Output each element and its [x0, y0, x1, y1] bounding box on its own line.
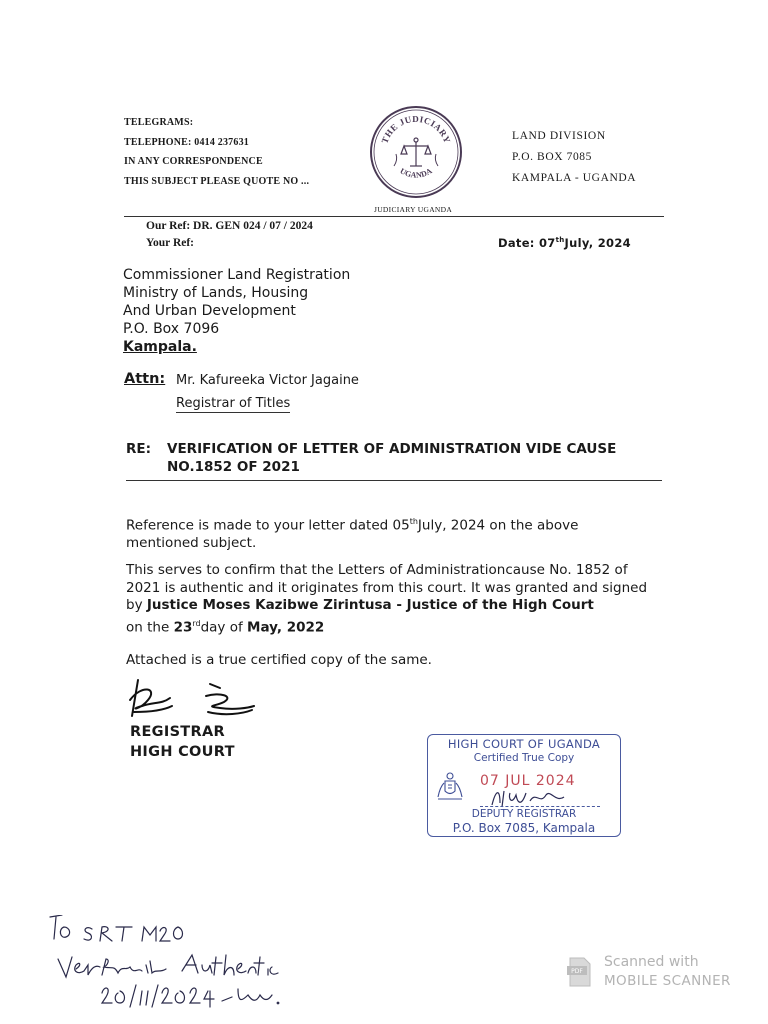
letterhead-telephone: TELEPHONE: 0414 237631: [124, 136, 249, 148]
subject-line-1: VERIFICATION OF LETTER OF ADMINISTRATION VIDE CAUSE: [167, 441, 617, 457]
attention-label: Attn:: [124, 371, 166, 387]
seal-top-text: THE JUDICIARY: [379, 113, 453, 145]
body-paragraph-confirmation: This serves to confirm that the Letters of Administrationcause No. 1852 of 2021 is authentic and it originates from this court. It was granted and signed by Justice Moses Kazibwe Zirintusa - Justice of the High Court on the 23rdday of May, 2022: [126, 562, 648, 635]
stamp-address: P.O. Box 7085, Kampala: [452, 821, 596, 835]
stamp-date: 07 JUL 2024: [480, 773, 576, 789]
addressee-line: And Urban Development: [123, 303, 296, 319]
letterhead-address-block: [512, 126, 636, 189]
reference-block: [146, 218, 313, 252]
handwritten-note: [42, 915, 282, 1015]
addressee-line: Ministry of Lands, Housing: [123, 285, 309, 301]
subject-line-2: NO.1852 OF 2021: [167, 458, 300, 475]
signatory-title: REGISTRAR: [130, 724, 225, 740]
letterhead-correspondence: IN ANY CORRESPONDENCE: [124, 156, 263, 167]
stamp-title: HIGH COURT OF UGANDA: [447, 737, 601, 751]
addressee-line: Commissioner Land Registration: [123, 267, 351, 283]
subject-divider: [126, 480, 662, 481]
subject-label: RE:: [126, 441, 152, 457]
scanner-app-icon: [566, 956, 594, 988]
attention-title: Registrar of Titles: [176, 396, 291, 411]
stamp-subtitle: Certified True Copy: [473, 752, 575, 764]
stamp-signature-line: [480, 806, 600, 807]
coat-of-arms-icon: [434, 769, 466, 803]
svg-text:PDF: PDF: [571, 968, 583, 975]
certified-copy-stamp: [427, 734, 621, 837]
body-paragraph-attachment: Attached is a true certified copy of the same.: [126, 652, 432, 668]
grant-month: May, 2022: [247, 619, 325, 635]
attention-name: Mr. Kafureeka Victor Jagaine: [176, 373, 359, 388]
seal-caption: JUDICIARY UGANDA: [374, 205, 453, 214]
signatory-court: HIGH COURT: [130, 744, 235, 760]
your-ref: Your Ref:: [146, 237, 195, 249]
signatory-block: [130, 722, 235, 762]
letterhead-city: KAMPALA - UGANDA: [512, 172, 637, 184]
letterhead-contact-block: [124, 113, 309, 191]
watermark-line-1: Scanned with: [604, 954, 699, 970]
letterhead-telegrams: TELEGRAMS:: [124, 117, 194, 128]
stamp-role: DEPUTY REGISTRAR: [471, 808, 577, 820]
letterhead-division: LAND DIVISION: [512, 130, 606, 142]
addressee-city: Kampala.: [123, 339, 197, 355]
header-divider: [124, 216, 664, 217]
registrar-signature: [124, 676, 258, 724]
addressee-block: [123, 266, 350, 356]
body-paragraph-reference: Reference is made to your letter dated 05thJuly, 2024 on the above mentioned subject.: [126, 517, 579, 551]
watermark-line-2: MOBILE SCANNER: [604, 973, 731, 989]
scales-of-justice-icon: [401, 138, 431, 166]
letterhead-quote-no: THIS SUBJECT PLEASE QUOTE NO ...: [124, 175, 310, 187]
our-ref: Our Ref: DR. GEN 024 / 07 / 2024: [146, 220, 313, 232]
letter-date: Date: 07thJuly, 2024: [498, 236, 631, 250]
letterhead-po-box: P.O. BOX 7085: [512, 151, 593, 163]
seal-bottom-text: UGANDA: [398, 166, 434, 180]
addressee-line: P.O. Box 7096: [123, 321, 220, 337]
subject-block: [126, 441, 616, 476]
justice-name: Justice Moses Kazibwe Zirintusa - Justice of the High Court: [146, 597, 594, 613]
judiciary-seal: [368, 104, 464, 200]
